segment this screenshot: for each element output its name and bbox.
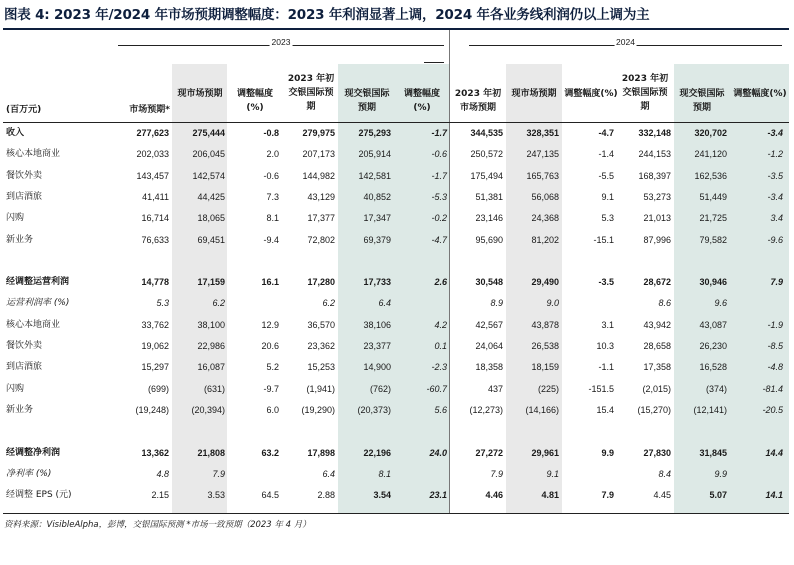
table-cell [333, 251, 391, 272]
table-row [3, 166, 789, 187]
table-cell: (631) [203, 383, 225, 394]
table-cell: 28,672 [643, 277, 671, 288]
table-row [3, 464, 789, 485]
table-cell: 30,548 [475, 277, 503, 288]
table-cell [725, 251, 783, 272]
table-row [3, 421, 789, 442]
table-cell: 17,358 [643, 362, 671, 373]
table-cell: -4.8 [767, 362, 783, 373]
table-cell [725, 464, 783, 485]
table-cell [389, 464, 447, 485]
table-cell: (19,248) [135, 404, 169, 415]
row-label: 收入 [6, 128, 25, 138]
table-cell: 275,293 [358, 128, 391, 138]
table-cell: 17,377 [307, 213, 335, 224]
table-cell [277, 421, 335, 442]
table-cell: 64.5 [261, 490, 279, 501]
table-cell: 206,045 [192, 149, 225, 160]
row-label: 运营利润率 (%) [6, 298, 70, 309]
table-cell: 6.2 [322, 298, 335, 309]
table-cell: -0.2 [431, 213, 447, 224]
table-cell: 44,425 [197, 191, 225, 202]
table-row [3, 123, 789, 144]
table-cell [556, 421, 614, 442]
table-row [3, 293, 789, 314]
table-cell [221, 251, 279, 272]
table-cell: -4.7 [598, 128, 614, 138]
table-cell: -3.4 [767, 191, 783, 202]
table-cell: 29,961 [531, 447, 559, 458]
table-cell: -5.3 [431, 191, 447, 202]
table-cell [389, 293, 447, 314]
figure-title: 图表 4: 2023 年/2024 年市场预期调整幅度：2023 年利润显著上调，2024 年各业务线利润仍以上调为主 [4, 7, 650, 23]
table-cell: 69,451 [197, 234, 225, 245]
header-mkt-2023: 现市场预期 [177, 89, 223, 99]
table-cell: 0.1 [434, 341, 447, 351]
table-cell: 19,062 [141, 341, 169, 351]
header-boy-2024: 2023 年初市场预期 [454, 89, 502, 113]
table-cell: 241,120 [694, 149, 727, 160]
row-label: 餐饮外卖 [6, 341, 43, 351]
table-row [3, 485, 789, 506]
table-cell [501, 421, 559, 442]
table-cell: 275,444 [192, 128, 225, 138]
table-cell: 4.81 [541, 490, 559, 501]
table-cell: 56,068 [531, 191, 559, 202]
table-cell: -3.5 [767, 170, 783, 181]
table-cell [333, 421, 391, 442]
table-row [3, 315, 789, 336]
table-cell [111, 421, 169, 442]
table-row [3, 443, 789, 464]
header-adj2-2023: 调整幅度(%) [403, 89, 440, 113]
table-cell: 5.3 [601, 213, 614, 224]
table-cell: 15,297 [141, 362, 169, 373]
row-label: 新业务 [6, 404, 34, 415]
table-cell: 8.9 [490, 298, 503, 309]
table-cell: 42,567 [475, 319, 503, 330]
table-cell [389, 421, 447, 442]
table-cell: 41,411 [142, 191, 169, 202]
table-cell: (19,290) [301, 404, 335, 415]
table-cell: 43,087 [699, 319, 727, 330]
table-row [3, 230, 789, 251]
table-cell: -9.4 [263, 234, 279, 245]
table-cell: 168,397 [638, 170, 671, 181]
table-cell: -5.5 [598, 170, 614, 181]
table-cell: 24.0 [429, 447, 447, 458]
table-cell [669, 421, 727, 442]
table-cell: 22,196 [363, 447, 391, 458]
group-label-2024: 2024 [616, 37, 635, 47]
table-cell: 16,087 [197, 362, 225, 373]
table-cell: 7.3 [266, 191, 279, 202]
header-adj-2023: 调整幅度(%) [236, 89, 273, 113]
table-cell: 279,975 [302, 128, 335, 138]
table-cell: 4.2 [434, 319, 447, 330]
table-cell: (15,270) [637, 404, 671, 415]
table-cell: 87,996 [643, 234, 671, 245]
table-cell [556, 464, 614, 485]
table-cell [111, 251, 169, 272]
table-cell: 10.3 [596, 341, 614, 351]
table-cell: 16,528 [699, 362, 727, 373]
row-label: 核心本地商业 [6, 319, 61, 330]
table-cell: 247,135 [526, 149, 559, 160]
table-cell [445, 421, 503, 442]
table-cell: -151.5 [588, 383, 614, 394]
table-cell: 4.8 [156, 468, 169, 479]
table-cell: 18,358 [475, 362, 503, 373]
table-cell: 27,830 [643, 447, 671, 458]
table-cell: 6.4 [378, 298, 391, 309]
table-cell: 95,690 [475, 234, 503, 245]
table-cell: 33,762 [141, 319, 169, 330]
group-header-2023 [118, 36, 444, 62]
table-cell [613, 421, 671, 442]
table-cell: 7.9 [601, 490, 614, 501]
table-cell: 320,702 [694, 128, 727, 138]
header-cons-2023: 市场预期* [129, 105, 170, 115]
table-cell [501, 251, 559, 272]
table-cell: 207,173 [302, 149, 335, 160]
table-cell: 36,570 [307, 319, 335, 330]
header-boy-boc-2024: 2023 年初交银国际预期 [621, 74, 669, 112]
table-cell: 4.45 [653, 490, 671, 501]
table-cell: -4.7 [431, 234, 447, 245]
table-cell [669, 251, 727, 272]
table-cell: 21,725 [699, 213, 727, 224]
table-cell: 31,845 [699, 447, 727, 458]
table-cell: 43,878 [531, 319, 559, 330]
row-label: 闪购 [6, 383, 25, 394]
table-cell: (20,394) [191, 404, 225, 415]
row-label: 核心本地商业 [6, 149, 61, 160]
table-cell: (14,166) [525, 404, 559, 415]
table-cell [556, 293, 614, 314]
table-cell: 17,733 [363, 277, 391, 288]
table-cell: 51,449 [699, 191, 727, 202]
table-cell: 4.46 [485, 490, 503, 501]
table-cell: 8.6 [658, 298, 671, 309]
table-cell: (1,941) [306, 383, 335, 394]
table-row [3, 379, 789, 400]
table-cell: -9.7 [263, 383, 279, 394]
table-cell: -60.7 [426, 383, 447, 394]
table-cell [725, 421, 783, 442]
table-cell: 13,362 [141, 447, 169, 458]
table-cell: -1.4 [598, 149, 614, 160]
table-cell: 51,381 [475, 191, 503, 202]
table-cell: -1.7 [431, 170, 447, 181]
table-cell: 332,148 [638, 128, 671, 138]
table-cell: 142,581 [358, 170, 391, 181]
table-cell: 18,159 [531, 362, 559, 373]
table-cell: 6.0 [266, 404, 279, 415]
table-cell: -1.1 [598, 362, 614, 373]
header-unit: (百万元) [6, 105, 42, 115]
table-cell: 328,351 [526, 128, 559, 138]
table-cell: 6.2 [212, 298, 225, 309]
table-cell [221, 421, 279, 442]
table-cell: 53,273 [643, 191, 671, 202]
table-cell: 43,129 [307, 191, 335, 202]
row-label: 闪购 [6, 213, 25, 224]
table-cell: 26,538 [531, 341, 559, 351]
table-cell: 16.1 [261, 277, 279, 288]
table-cell: 205,914 [358, 149, 391, 160]
table-cell: 69,379 [363, 234, 391, 245]
table-cell: (762) [369, 383, 391, 394]
table-cell: 277,623 [136, 128, 169, 138]
header-adj2-2024: 调整幅度(%) [733, 89, 787, 99]
table-cell: -3.5 [598, 277, 614, 288]
table-cell: 9.0 [546, 298, 559, 309]
table-cell: -9.6 [767, 234, 783, 245]
table-cell: (12,273) [469, 404, 503, 415]
row-label: 经调整运营利润 [6, 277, 70, 288]
table-cell: 79,582 [699, 234, 727, 245]
table-cell: 250,572 [470, 149, 503, 160]
table-cell: 15,253 [307, 362, 335, 373]
table-cell: 9.9 [714, 468, 727, 479]
table-cell: (20,373) [357, 404, 391, 415]
table-row [3, 208, 789, 229]
table-cell: 14.4 [765, 447, 783, 458]
group-label-2023: 2023 [271, 37, 291, 47]
bottom-rule [3, 513, 789, 514]
table-cell: 17,159 [197, 277, 225, 288]
table-cell: 244,153 [638, 149, 671, 160]
table-cell: (2,015) [642, 383, 671, 394]
table-cell: 63.2 [261, 447, 279, 458]
table-cell: 9.1 [601, 191, 614, 202]
table-cell: 5.07 [709, 490, 727, 501]
table-cell: 9.9 [601, 447, 614, 458]
table-cell: 23,362 [307, 341, 335, 351]
table-cell: 27,272 [475, 447, 503, 458]
table-cell: 143,457 [136, 170, 169, 181]
table-cell: 14.1 [765, 490, 783, 501]
table-cell: 76,633 [141, 234, 169, 245]
table-cell: 142,574 [192, 170, 225, 181]
table-cell [725, 293, 783, 314]
table-cell: 21,013 [643, 213, 671, 224]
table-cell: (374) [705, 383, 727, 394]
table-cell: (699) [147, 383, 169, 394]
table-cell: -81.4 [762, 383, 783, 394]
table-row [3, 272, 789, 293]
table-cell: 175,494 [470, 170, 503, 181]
row-label: 到店酒旅 [6, 362, 43, 373]
table-row [3, 357, 789, 378]
table-cell: 26,230 [699, 341, 727, 351]
table-cell: 6.4 [322, 468, 335, 479]
header-adj-2024: 调整幅度(%) [564, 89, 618, 99]
table-cell: 17,347 [363, 213, 391, 224]
table-cell: 165,763 [526, 170, 559, 181]
table-cell [389, 251, 447, 272]
table-cell: (12,141) [693, 404, 727, 415]
table-cell: 7.9 [490, 468, 503, 479]
table-cell: (225) [537, 383, 559, 394]
table-cell: 14,778 [141, 277, 169, 288]
table-cell: -3.4 [767, 128, 783, 138]
table-cell: 38,100 [197, 319, 225, 330]
table-cell: 9.6 [714, 298, 727, 309]
table-cell: 38,106 [363, 319, 391, 330]
table-cell: 81,202 [531, 234, 559, 245]
row-label: 餐饮外卖 [6, 170, 43, 181]
table-cell: 8.1 [266, 213, 279, 224]
table-cell: 24,368 [531, 213, 559, 224]
table-cell: 14,900 [363, 362, 391, 373]
table-cell [556, 251, 614, 272]
table-row [3, 400, 789, 421]
table-cell: 3.4 [770, 213, 783, 224]
table-cell: 23.1 [429, 490, 447, 501]
table-cell: 5.3 [156, 298, 169, 309]
table-cell: 7.9 [770, 277, 783, 288]
table-cell: -1.9 [767, 319, 783, 330]
header-boc-2023: 现交银国际预期 [344, 89, 390, 113]
table-cell: -0.8 [263, 128, 279, 138]
table-cell [221, 464, 279, 485]
table-row [3, 187, 789, 208]
table-cell: -1.7 [431, 128, 447, 138]
table-cell: 8.1 [378, 468, 391, 479]
table-cell: 20.6 [261, 341, 279, 351]
header-boy-2023: 2023 年初交银国际预期 [287, 74, 335, 112]
table-cell: 5.2 [266, 362, 279, 373]
table-cell: 23,377 [363, 341, 391, 351]
table-cell: 2.6 [434, 277, 447, 288]
table-cell [613, 251, 671, 272]
table-cell: 344,535 [470, 128, 503, 138]
table-cell [445, 251, 503, 272]
table-row [3, 336, 789, 357]
table-cell [167, 421, 225, 442]
table-cell: 162,536 [694, 170, 727, 181]
table-cell: 3.1 [601, 319, 614, 330]
table-row [3, 144, 789, 165]
table-cell: 9.1 [546, 468, 559, 479]
table-cell: 15.4 [596, 404, 614, 415]
table-cell: 5.6 [434, 404, 447, 415]
table-cell: -1.2 [767, 149, 783, 160]
table-cell: 3.54 [373, 490, 391, 501]
row-label: 到店酒旅 [6, 191, 43, 202]
table-cell: -15.1 [593, 234, 614, 245]
row-label: 经调整净利润 [6, 447, 61, 458]
table-cell: 2.15 [151, 490, 169, 501]
table-cell [277, 251, 335, 272]
table-row [3, 251, 789, 272]
table-cell: 437 [487, 383, 503, 394]
table-cell: -0.6 [431, 149, 447, 160]
table-cell: 40,852 [363, 191, 391, 202]
table-cell: 17,898 [307, 447, 335, 458]
table-cell: -0.6 [263, 170, 279, 181]
table-cell: 72,802 [307, 234, 335, 245]
table-cell: 24,064 [475, 341, 503, 351]
title-rule [3, 28, 789, 30]
table-cell [167, 251, 225, 272]
table-cell: 23,146 [475, 213, 503, 224]
table-cell: 2.88 [317, 490, 335, 501]
table-cell: 28,658 [643, 341, 671, 351]
table-cell: 16,714 [141, 213, 169, 224]
table-cell: 7.9 [212, 468, 225, 479]
table-cell: 21,808 [197, 447, 225, 458]
header-boc-2024: 现交银国际预期 [679, 89, 725, 113]
table-cell: 144,982 [302, 170, 335, 181]
table-cell: -2.3 [431, 362, 447, 373]
table-cell: 2.0 [266, 149, 279, 160]
group-header-2024 [469, 36, 782, 62]
table-cell: -20.5 [762, 404, 783, 415]
table-cell: 8.4 [658, 468, 671, 479]
table-cell: 12.9 [261, 319, 279, 330]
table-cell: 18,065 [197, 213, 225, 224]
table-cell: 3.53 [207, 490, 225, 501]
header-mkt-2024: 现市场预期 [511, 89, 557, 99]
row-label: 净利率 (%) [6, 468, 52, 479]
table-cell: 22,986 [197, 341, 225, 351]
table-cell: 43,942 [643, 319, 671, 330]
table-cell: 30,946 [699, 277, 727, 288]
table-cell: -8.5 [767, 341, 783, 351]
table-cell: 202,033 [136, 149, 169, 160]
table-cell: 17,280 [307, 277, 335, 288]
row-label: 经调整 EPS (元) [6, 490, 72, 501]
row-label: 新业务 [6, 234, 34, 245]
table-cell [221, 293, 279, 314]
table-cell: 29,490 [531, 277, 559, 288]
source-note: 资料来源：VisibleAlpha，彭博，交银国际预测 *市场一致预期（2023 年 4 月） [4, 520, 311, 530]
